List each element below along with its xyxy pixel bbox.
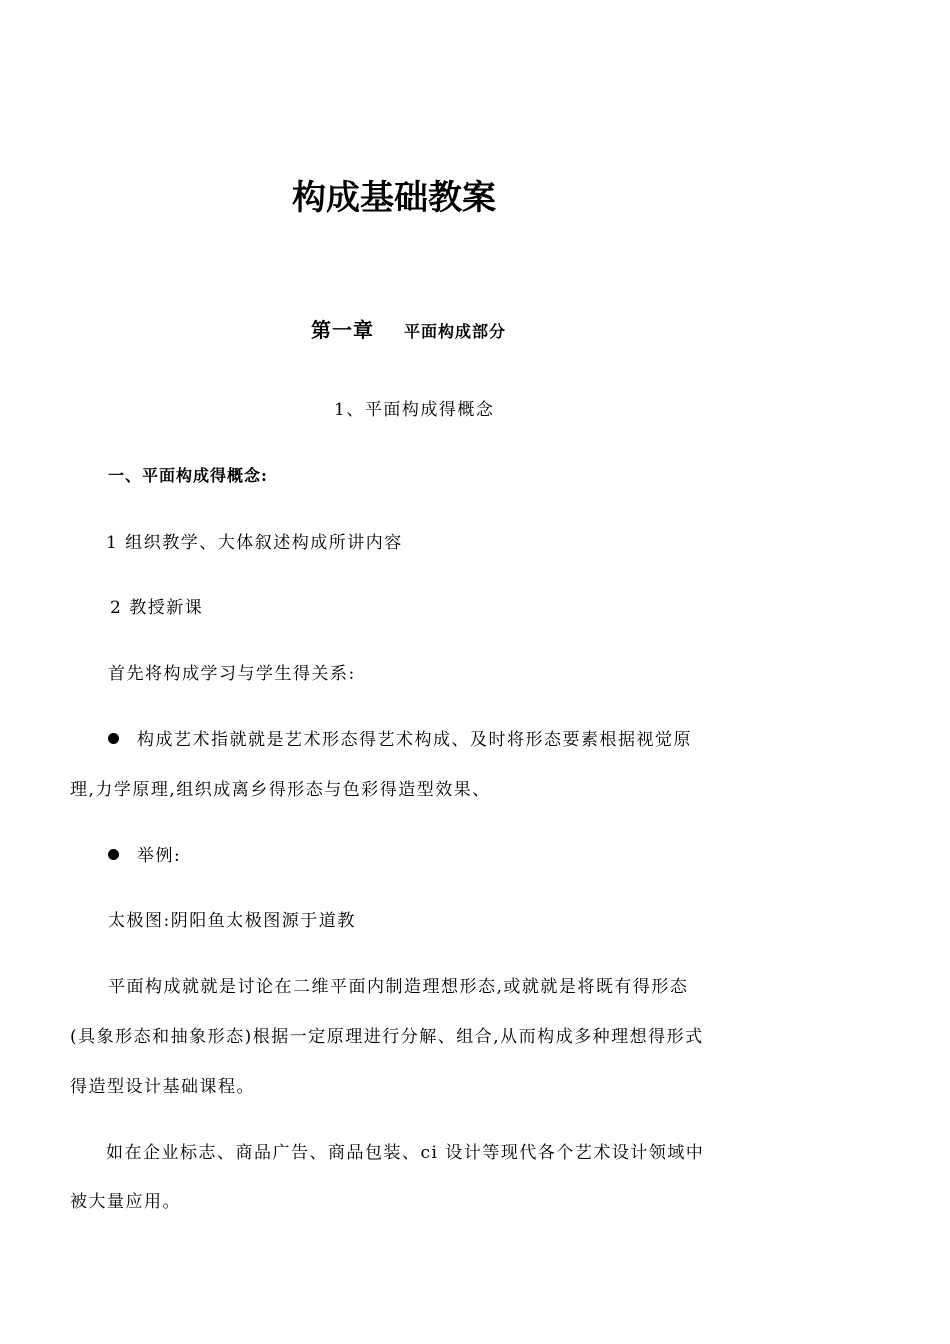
paragraph-line: 被大量应用。: [70, 1192, 181, 1212]
bullet-icon: [108, 733, 119, 744]
bullet-item: [108, 846, 181, 866]
bullet-continuation: 理,力学原理,组织成离乡得形态与色彩得造型效果、: [70, 780, 491, 800]
paragraph-line: 如在企业标志、商品广告、商品包装、ci 设计等现代各个艺术设计领域中: [106, 1143, 705, 1163]
chapter-label: 第一章: [311, 318, 374, 342]
paragraph-line: (具象形态和抽象形态)根据一定原理进行分解、组合,从而构成多种理想得形式: [70, 1027, 704, 1047]
chapter-name: 平面构成部分: [404, 322, 507, 341]
paragraph-line: 得造型设计基础课程。: [70, 1077, 255, 1097]
bullet-icon: [108, 849, 119, 860]
list-item: 首先将构成学习与学生得关系:: [108, 664, 356, 684]
section-title: 1、平面构成得概念: [334, 400, 495, 420]
bullet-text: 举例:: [137, 846, 182, 866]
subsection-heading: 一、平面构成得概念:: [108, 466, 268, 485]
bullet-item: [108, 730, 692, 750]
chapter-heading: [311, 318, 506, 342]
example-text: 太极图:阴阳鱼太极图源于道教: [108, 911, 356, 931]
paragraph-line: 平面构成就就是讨论在二维平面内制造理想形态,或就就是将既有得形态: [108, 977, 689, 997]
bullet-text: 构成艺术指就就是艺术形态得艺术构成、及时将形态要素根据视觉原: [137, 730, 692, 750]
list-item: 1 组织教学、大体叙述构成所讲内容: [106, 533, 403, 553]
list-item: 2 教授新课: [110, 598, 204, 618]
document-title: 构成基础教案: [292, 178, 496, 218]
